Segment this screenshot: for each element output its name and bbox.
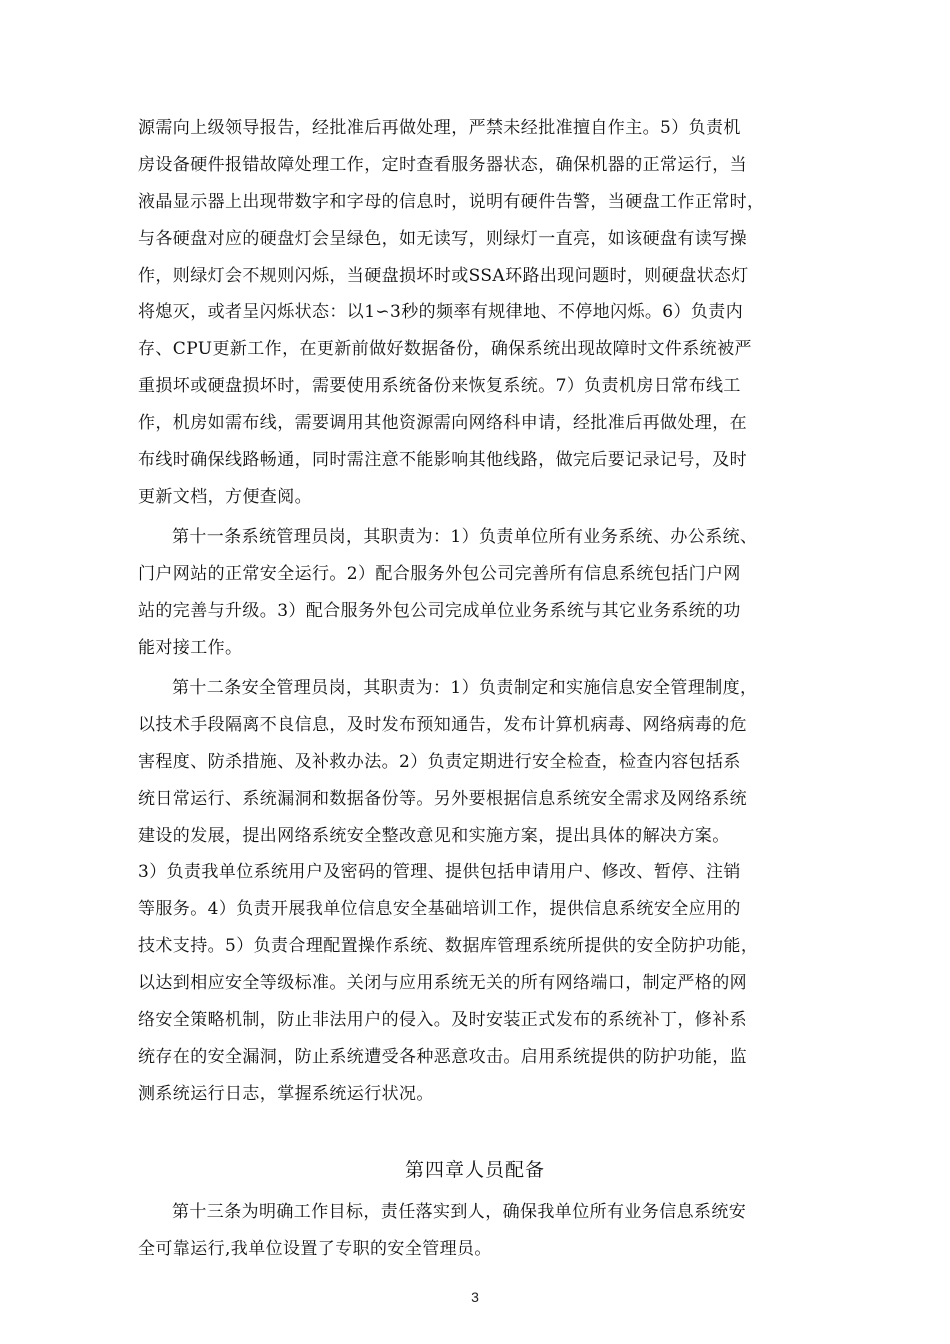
text-line: 建设的发展，提出网络系统安全整改意见和实施方案，提出具体的解决方案。 (138, 826, 730, 846)
text-line: 作，机房如需布线，需要调用其他资源需向网络科申请，经批准后再做处理，在 (138, 413, 747, 433)
text-line: 络安全策略机制，防止非法用户的侵入。及时安装正式发布的系统补丁，修补系 (138, 1010, 747, 1030)
text-line: 门户网站的正常安全运行。2）配合服务外包公司完善所有信息系统包括门户网 (138, 564, 741, 584)
text-line: 重损坏或硬盘损坏时，需要使用系统备份来恢复系统。7）负责机房日常布线工 (138, 376, 741, 396)
text-line: 将熄灭，或者呈闪烁状态：以1∽3秒的频率有规律地、不停地闪烁。6）负责内 (138, 302, 744, 322)
text-line: 3）负责我单位系统用户及密码的管理、提供包括申请用户、修改、暂停、注销 (138, 862, 741, 882)
text-line: 统日常运行、系统漏洞和数据备份等。另外要根据信息系统安全需求及网络系统 (138, 789, 747, 809)
page-number: 3 (471, 1289, 479, 1305)
text-line: 统存在的安全漏洞，防止系统遭受各种恶意攻击。启用系统提供的防护功能，监 (138, 1047, 747, 1067)
text-line: 害程度、防杀措施、及补救办法。2）负责定期进行安全检查，检查内容包括系 (138, 752, 741, 772)
text-line: 能对接工作。 (138, 638, 243, 658)
text-line: 源需向上级领导报告，经批准后再做处理，严禁未经批准擅自作主。5）负责机 (138, 118, 741, 138)
text-line: 以达到相应安全等级标准。关闭与应用系统无关的所有网络端口，制定严格的网 (138, 973, 747, 993)
text-line: 等服务。4）负责开展我单位信息安全基础培训工作，提供信息系统安全应用的 (138, 899, 741, 919)
text-line: 测系统运行日志，掌握系统运行状况。 (138, 1084, 434, 1104)
text-line: 液晶显示器上出现带数字和字母的信息时，说明有硬件告警，当硬盘工作正常时， (138, 192, 765, 212)
article-11-first-line: 第十一条系统管理员岗，其职责为：1）负责单位所有业务系统、办公系统、 (172, 527, 758, 547)
text-line: 更新文档，方便查阅。 (138, 487, 312, 507)
article-12-first-line: 第十二条安全管理员岗，其职责为：1）负责制定和实施信息安全管理制度， (172, 678, 758, 698)
text-line: 与各硬盘对应的硬盘灯会呈绿色，如无读写，则绿灯一直亮，如该硬盘有读写操 (138, 229, 747, 249)
text-line: 全可靠运行,我单位设置了专职的安全管理员。 (138, 1239, 492, 1259)
text-line: 技术支持。5）负责合理配置操作系统、数据库管理系统所提供的安全防护功能， (138, 936, 759, 956)
article-13-first-line: 第十三条为明确工作目标，责任落实到人，确保我单位所有业务信息系统安 (172, 1202, 747, 1222)
text-line: 站的完善与升级。3）配合服务外包公司完成单位业务系统与其它业务系统的功 (138, 601, 741, 621)
text-line: 作，则绿灯会不规则闪烁，当硬盘损坏时或SSA环路出现问题时，则硬盘状态灯 (138, 266, 749, 286)
text-line: 存、CPU更新工作，在更新前做好数据备份，确保系统出现故障时文件系统被严 (138, 339, 752, 359)
text-line: 以技术手段隔离不良信息，及时发布预知通告，发布计算机病毒、网络病毒的危 (138, 715, 747, 735)
text-line: 房设备硬件报错故障处理工作，定时查看服务器状态，确保机器的正常运行，当 (138, 155, 747, 175)
chapter-title: 第四章人员配备 (404, 1159, 545, 1181)
text-line: 布线时确保线路畅通，同时需注意不能影响其他线路，做完后要记录记号，及时 (138, 450, 747, 470)
